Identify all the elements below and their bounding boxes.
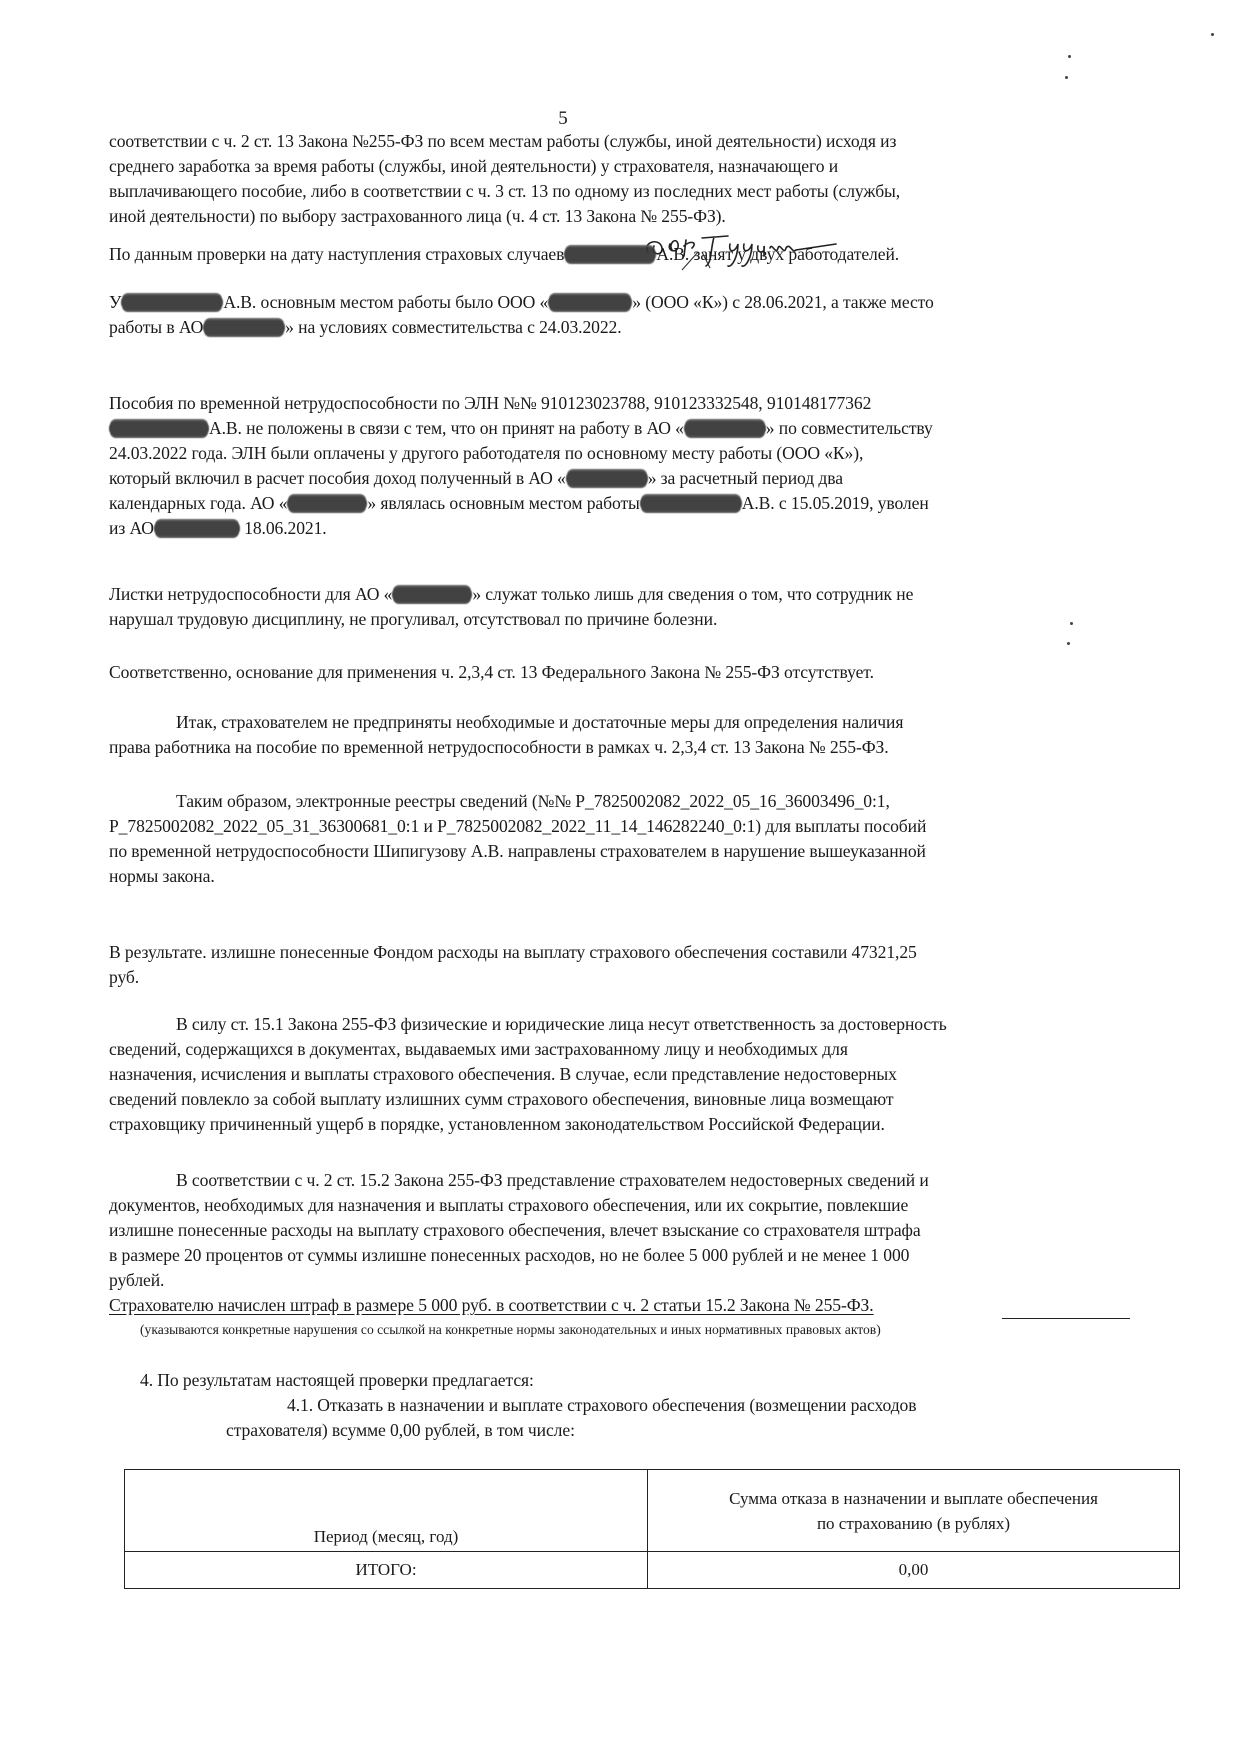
- text-line: [109, 418, 933, 439]
- text-line: [109, 518, 327, 539]
- text-line: Пособия по временной нетрудоспособности по ЭЛН №№ 910123023788, 910123332548, 910148177362: [109, 393, 872, 413]
- table-header-row: [125, 1470, 1180, 1552]
- text-line: [109, 493, 929, 514]
- redaction-mark: [392, 587, 472, 602]
- text-line: [109, 584, 913, 605]
- text-line: Итак, страхователем не предприняты необходимые и достаточные меры для определения наличия: [176, 712, 904, 732]
- scan-speck: [1211, 33, 1214, 36]
- text-line: [109, 292, 934, 313]
- text-fragment: 18.06.2021.: [244, 518, 327, 538]
- text-line: сведений повлекло за собой выплату излишних сумм страхового обеспечения, виновные лица возмещают: [109, 1089, 894, 1109]
- text-line: [109, 317, 622, 338]
- text-fragment: » на условиях совместительства с 24.03.2022.: [285, 317, 622, 337]
- text-line: В силу ст. 15.1 Закона 255-ФЗ физические и юридические лица несут ответственность за достоверность: [176, 1014, 947, 1034]
- redaction-mark: [684, 421, 766, 436]
- header-line: Сумма отказа в назначении и выплате обеспечения: [729, 1488, 1098, 1508]
- column-header-period: Период (месяц, год): [125, 1470, 648, 1552]
- text-fragment: » служат только лишь для сведения о том, что сотрудник не: [472, 584, 914, 604]
- text-line: 24.03.2022 года. ЭЛН были оплачены у другого работодателя по основному месту работы (ООО «К»),: [109, 443, 864, 463]
- total-label: ИТОГО:: [125, 1552, 648, 1589]
- text-fragment: У: [109, 292, 122, 312]
- text-line: среднего заработка за время работы (службы, иной деятельности) у страхователя, назначающего и: [109, 156, 839, 176]
- header-line: по страхованию (в рублях): [816, 1513, 1011, 1533]
- section-heading: 4. По результатам настоящей проверки предлагается:: [140, 1370, 534, 1390]
- text-line: соответствии с ч. 2 ст. 13 Закона №255-ФЗ по всем местам работы (службы, иной деятельности) исходя из: [109, 131, 897, 151]
- scan-speck: [1065, 76, 1068, 79]
- text-fragment: который включил в расчет пособия доход полученный в АО «: [109, 468, 566, 488]
- text-fragment: А.В. занят у двух работодателей.: [656, 244, 900, 264]
- text-line: нарушал трудовую дисциплину, не прогуливал, отсутствовал по причине болезни.: [109, 609, 718, 629]
- text-line: нормы закона.: [109, 866, 215, 886]
- text-line: P_7825002082_2022_05_31_36300681_0:1 и P_7825002082_2022_11_14_146282240_0:1) для выплаты пособий: [109, 816, 927, 836]
- table-row: [125, 1552, 1180, 1589]
- redaction-mark: [109, 421, 209, 436]
- text-fragment: » являлась основным местом работы: [367, 493, 640, 513]
- text-line: по временной нетрудоспособности Шипигузову А.В. направлены страхователем в нарушение вышеуказанной: [109, 841, 926, 861]
- text-line: назначения, исчисления и выплаты страхового обеспечения. В случае, если представление недостоверных: [109, 1064, 897, 1084]
- text-line: выплачивающего пособие, либо в соответствии с ч. 3 ст. 13 по одному из последних мест работы (службы,: [109, 181, 901, 201]
- text-line: [109, 244, 899, 265]
- redaction-mark: [548, 295, 632, 310]
- column-header-amount: [648, 1470, 1180, 1552]
- text-fragment: из АО: [109, 518, 154, 538]
- text-line: В результате. излишне понесенные Фондом расходы на выплату страхового обеспечения составили 47321,25: [109, 942, 917, 962]
- text-fragment: По данным проверки на дату наступления страховых случаев: [109, 244, 565, 264]
- text-fragment: А.В. с 15.05.2019, уволен: [741, 493, 929, 513]
- text-line: излишне понесенные расходы на выплату страхового обеспечения, влечет взыскание со страхователя штрафа: [109, 1220, 921, 1240]
- fine-note: (указываются конкретные нарушения со ссылкой на конкретные нормы законодательных и иных нормативных правовых актов): [140, 1322, 881, 1337]
- text-fragment: работы в АО: [109, 317, 204, 337]
- underline-rule: [1002, 1318, 1130, 1319]
- text-fragment: календарных года. АО «: [109, 493, 288, 513]
- page-number: 5: [558, 108, 568, 129]
- text-fragment: Листки нетрудоспособности для АО «: [109, 584, 393, 604]
- scan-speck: [1070, 622, 1073, 625]
- fine-statement: Страхователю начислен штраф в размере 5 000 руб. в соответствии с ч. 2 статьи 15.2 Закона № 255-ФЗ.: [109, 1295, 874, 1315]
- text-line: иной деятельности) по выбору застрахованного лица (ч. 4 ст. 13 Закона № 255-ФЗ).: [109, 206, 726, 226]
- text-line: документов, необходимых для назначения и выплаты страхового обеспечения, или их сокрытие, повлекшие: [109, 1195, 909, 1215]
- redaction-mark: [154, 521, 240, 536]
- text-line: руб.: [109, 967, 140, 987]
- text-line: рублей.: [109, 1270, 165, 1290]
- text-line: [109, 468, 843, 489]
- redaction-mark: [566, 471, 648, 486]
- text-line: страховщику причиненный ущерб в порядке, установленном законодательством Российской Федерации.: [109, 1114, 885, 1134]
- refusal-table: [124, 1469, 1180, 1589]
- text-fragment: » за расчетный период два: [647, 468, 843, 488]
- text-fragment: А.В. основным местом работы было ООО «: [223, 292, 549, 312]
- text-fragment: » по совместительству: [765, 418, 933, 438]
- scan-speck: [1068, 55, 1071, 58]
- redaction-mark: [203, 320, 285, 335]
- total-value: 0,00: [648, 1552, 1180, 1589]
- text-line: Соответственно, основание для применения ч. 2,3,4 ст. 13 Федерального Закона № 255-ФЗ отсутствует.: [109, 662, 874, 682]
- text-line: в размере 20 процентов от суммы излишне понесенных расходов, но не более 5 000 рублей и не менее 1 000: [109, 1245, 910, 1265]
- redaction-mark: [121, 295, 223, 310]
- text-line: страхователя) всумме 0,00 рублей, в том числе:: [226, 1420, 575, 1440]
- text-line: права работника на пособие по временной нетрудоспособности в рамках ч. 2,3,4 ст. 13 Закона № 255-ФЗ.: [109, 737, 889, 757]
- redaction-mark: [564, 247, 656, 262]
- redaction-mark: [287, 496, 367, 511]
- text-fragment: А.В. не положены в связи с тем, что он принят на работу в АО «: [209, 418, 684, 438]
- redaction-mark: [640, 496, 742, 511]
- text-line: 4.1. Отказать в назначении и выплате страхового обеспечения (возмещении расходов: [287, 1395, 917, 1415]
- text-line: В соответствии с ч. 2 ст. 15.2 Закона 255-ФЗ представление страхователем недостоверных сведений и: [176, 1170, 929, 1190]
- scan-speck: [1067, 642, 1070, 645]
- text-fragment: » (ООО «К») с 28.06.2021, а также место: [632, 292, 934, 312]
- text-line: сведений, содержащихся в документах, выдаваемых ими застрахованному лицу и необходимых для: [109, 1039, 848, 1059]
- text-line: Таким образом, электронные реестры сведений (№№ P_7825002082_2022_05_16_36003496_0:1,: [176, 791, 890, 811]
